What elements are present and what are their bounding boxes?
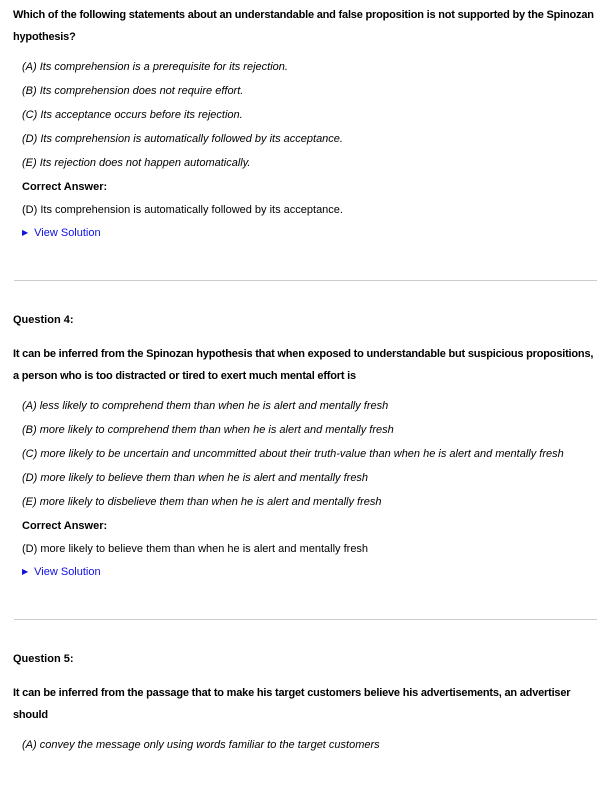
correct-answer-text: (D) more likely to believe them than when he is alert and mentally fresh: [22, 543, 369, 555]
correct-answer-label: Correct Answer:: [22, 181, 108, 193]
option-b: (B) Its comprehension does not require effort.: [22, 85, 244, 97]
option-d: (D) Its comprehension is automatically followed by its acceptance.: [22, 133, 343, 145]
view-solution-label: View Solution: [34, 566, 101, 578]
view-solution-label: View Solution: [34, 227, 101, 239]
section-divider: [14, 619, 597, 620]
section-divider: [14, 280, 597, 281]
question-text: It can be inferred from the Spinozan hypothesis that when exposed to understandable but suspicious propositions, a person who is too distracted or tired to exert much mental effort is: [13, 348, 594, 382]
option-a: (A) convey the message only using words familiar to the target customers: [22, 739, 380, 751]
option-c: (C) more likely to be uncertain and uncommitted about their truth-value than when he is alert and mentally fresh: [22, 448, 564, 460]
option-e: (E) more likely to disbelieve them than when he is alert and mentally fresh: [22, 496, 382, 508]
question-block-partial: [13, 4, 598, 244]
option-a: (A) Its comprehension is a prerequisite for its rejection.: [22, 61, 288, 73]
option-b: (B) more likely to comprehend them than when he is alert and mentally fresh: [22, 424, 394, 436]
option-a: (A) less likely to comprehend them than when he is alert and mentally fresh: [22, 400, 389, 412]
question-4-block: [13, 310, 598, 583]
question-text: Which of the following statements about an understandable and false proposition is not supported by the Spinozan hypothesis?: [13, 9, 594, 43]
option-d: (D) more likely to believe them than when he is alert and mentally fresh: [22, 472, 369, 484]
option-c: (C) Its acceptance occurs before its rejection.: [22, 109, 243, 121]
question-text: It can be inferred from the passage that to make his target customers believe his advertisements, an advertiser should: [13, 687, 571, 721]
correct-answer-text: (D) Its comprehension is automatically followed by its acceptance.: [22, 204, 343, 216]
option-e: (E) Its rejection does not happen automatically.: [22, 157, 251, 169]
play-triangle-icon: ▶: [22, 228, 29, 237]
question-number: Question 4:: [13, 314, 74, 326]
play-triangle-icon: ▶: [22, 567, 29, 576]
question-number: Question 5:: [13, 653, 74, 665]
view-solution-link[interactable]: [22, 562, 101, 583]
correct-answer-label: Correct Answer:: [22, 520, 108, 532]
question-5-block: [13, 649, 598, 755]
view-solution-link[interactable]: [22, 223, 101, 244]
